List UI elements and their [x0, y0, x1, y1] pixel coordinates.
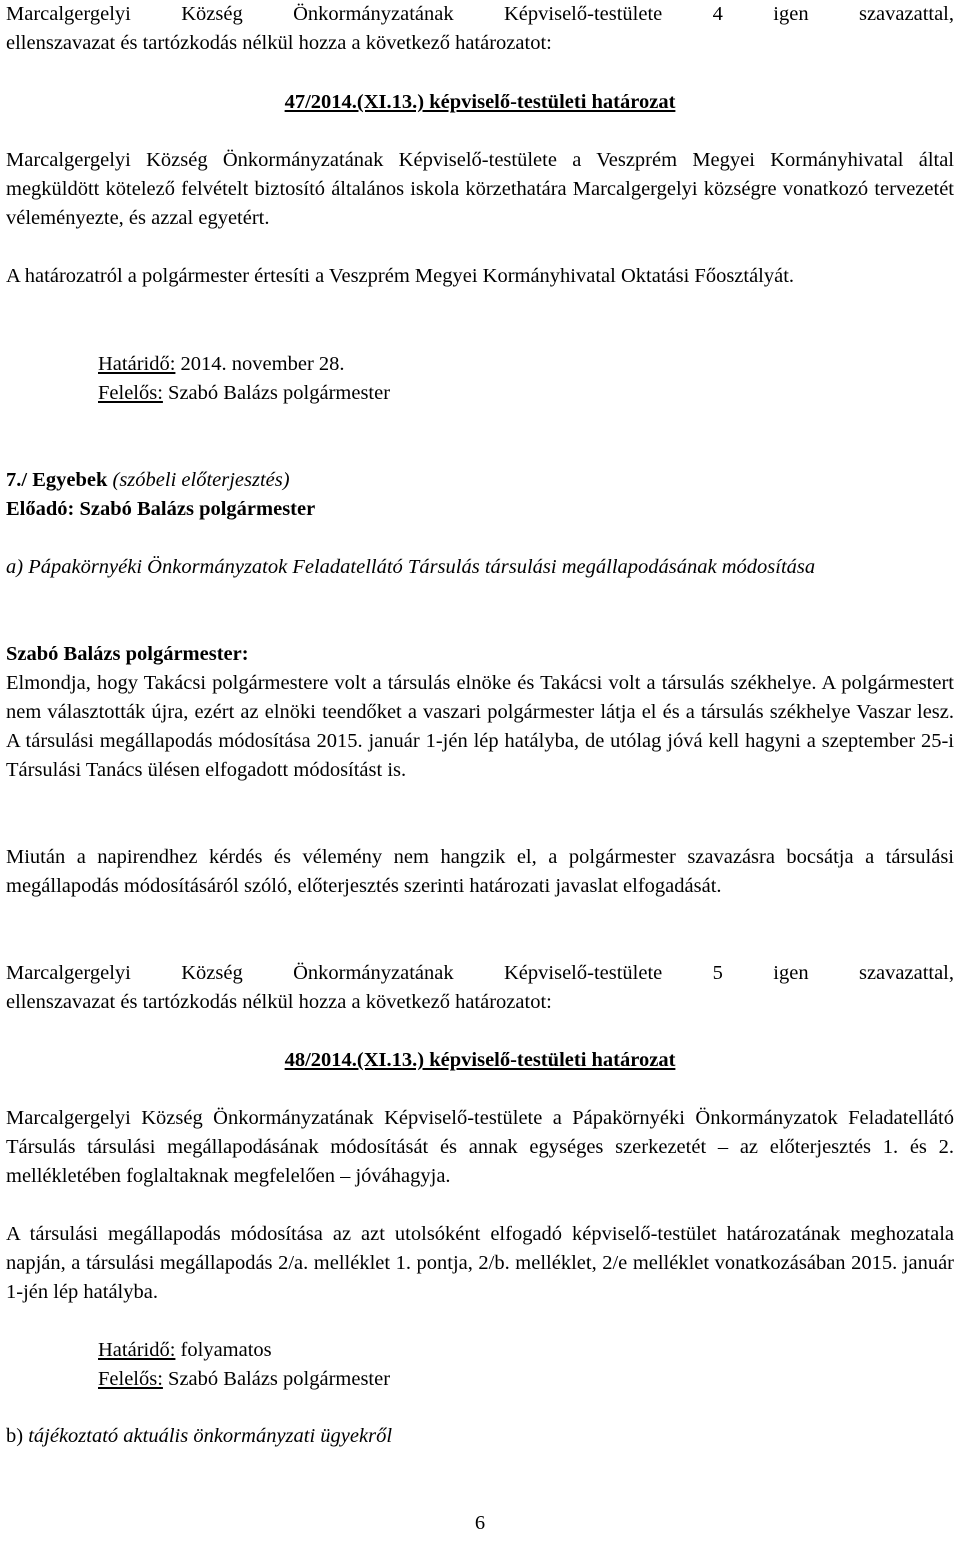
- deadline-value: 2014. november 28.: [180, 353, 345, 375]
- resolution-48-text: Marcalgergelyi Község Önkormányzatának Képviselő-testülete a Pápakörnyéki Önkormányzatok Feladatellátó Társulás társulási megállapodásának módosítását és annak egységes szerkezetét – az előterjesztés 1. és 2. mellékletében foglaltaknak megfelelően – jóváhagyja.: [6, 1107, 954, 1187]
- deadline-label-2: Határidő:: [98, 1339, 176, 1361]
- vote-statement-2-line1: Marcalgergelyi Község Önkormányzatának Képviselő-testülete 5 igen szavazattal,: [6, 962, 954, 984]
- subsection-b: [6, 1422, 954, 1451]
- responsible-line-1: [6, 379, 960, 408]
- deadline-line-2: [6, 1336, 960, 1365]
- section-7-note: (szóbeli előterjesztés): [112, 469, 290, 491]
- resolution-48-text-2: A társulási megállapodás módosítása az azt utolsóként elfogadó képviselő-testület határozatának meghozatala napján, a társulási megállapodás 2/a. melléklet 1. pontja, 2/b. melléklet, 2/e melléklet vonatkozásában 2015. január 1-jén lép hatályba.: [6, 1223, 954, 1303]
- vote-statement-1-line2: ellenszavazat és tartózkodás nélkül hozza a következő határozatot:: [6, 32, 552, 54]
- responsible-value-2: Szabó Balázs polgármester: [168, 1368, 391, 1390]
- responsible-label: Felelős:: [98, 382, 163, 404]
- speech-text: Elmondja, hogy Takácsi polgármestere volt a társulás elnöke és Takácsi volt a társulás székhelye. A polgármestert nem választották újra, ezért az elnöki teendőket a vaszari polgármester látja el és a társulás székhelye Vaszar lesz. A társulási megállapodás módosítása 2015. január 1-jén lép hatályba, de utólag jóvá kell hagyni a szeptember 25-i Társulási Tanács ülésen elfogadott módosítást is.: [6, 672, 954, 781]
- responsible-label-2: Felelős:: [98, 1368, 163, 1390]
- subsection-a-title: a) Pápakörnyéki Önkormányzatok Feladatellátó Társulás társulási megállapodásának módosítása: [6, 556, 816, 578]
- vote-statement-1-line1: Marcalgergelyi Község Önkormányzatának Képviselő-testülete 4 igen szavazattal,: [6, 3, 954, 25]
- subsection-b-letter: b): [6, 1425, 24, 1447]
- presenter-line: Előadó: Szabó Balázs polgármester: [6, 498, 316, 520]
- deadline-line-1: [6, 350, 960, 379]
- vote-call-text: Miután a napirendhez kérdés és vélemény nem hangzik el, a polgármester szavazásra bocsátja a társulási megállapodás módosításáról szóló, előterjesztés szerinti határozati javaslat elfogadását.: [6, 846, 954, 897]
- resolution-title-48: 48/2014.(XI.13.) képviselő-testületi határozat: [284, 1049, 676, 1071]
- deadline-label: Határidő:: [98, 353, 176, 375]
- section-7-number-title: 7./ Egyebek: [6, 469, 108, 491]
- responsible-value: Szabó Balázs polgármester: [168, 382, 391, 404]
- notification-text: A határozatról a polgármester értesíti a Veszprém Megyei Kormányhivatal Oktatási Főosztályát.: [6, 265, 795, 287]
- page-number: 6: [474, 1512, 486, 1534]
- resolution-title-47: 47/2014.(XI.13.) képviselő-testületi határozat: [284, 91, 676, 113]
- responsible-line-2: [6, 1365, 960, 1394]
- vote-statement-2-line2: ellenszavazat és tartózkodás nélkül hozza a következő határozatot:: [6, 991, 552, 1013]
- speaker-label: Szabó Balázs polgármester:: [6, 643, 249, 665]
- resolution-47-text: Marcalgergelyi Község Önkormányzatának Képviselő-testülete a Veszprém Megyei Kormányhivatal által megküldött kötelező felvételt biztosító általános iskola körzethatára Marcalgergelyi községre vonatkozó tervezetét véleményezte, és azzal egyetért.: [6, 149, 954, 229]
- section-7-heading: [6, 466, 954, 495]
- deadline-value-2: folyamatos: [180, 1339, 272, 1361]
- subsection-b-title: tájékoztató aktuális önkormányzati ügyekről: [28, 1425, 393, 1447]
